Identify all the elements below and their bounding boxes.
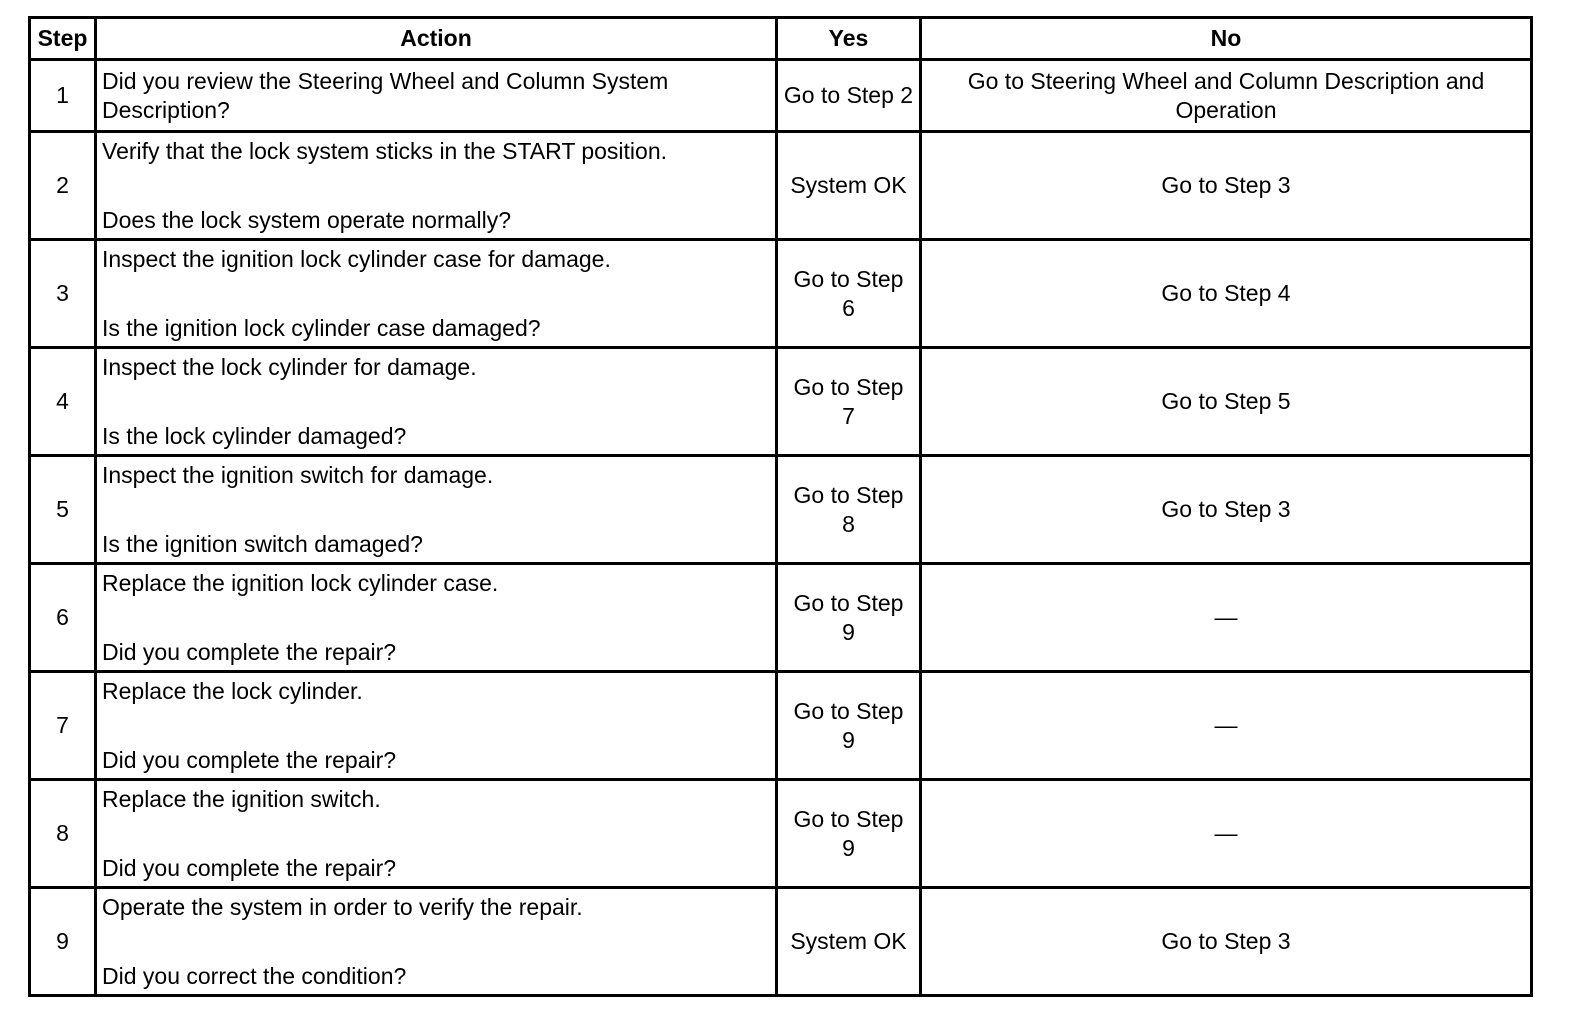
no-cell: Go to Step 4 (921, 240, 1532, 348)
step-number: 5 (30, 456, 96, 564)
action-question: Is the ignition switch damaged? (102, 530, 423, 557)
yes-text: Go to Step 7 (793, 373, 904, 429)
yes-text: Go to Step 9 (793, 697, 904, 753)
action-instruction: Inspect the ignition switch for damage. (102, 461, 494, 488)
action-instruction: Replace the ignition switch. (102, 785, 381, 812)
action-question: Did you complete the repair? (102, 746, 397, 773)
header-yes: Yes (777, 18, 921, 60)
no-cell: Go to Step 3 (921, 456, 1532, 564)
step-number: 4 (30, 348, 96, 456)
yes-cell: Go to Step 2 (777, 60, 921, 132)
action-cell (96, 888, 777, 996)
no-cell: Go to Step 3 (921, 888, 1532, 996)
step-number: 6 (30, 564, 96, 672)
action-cell (96, 132, 777, 240)
header-no: No (921, 18, 1532, 60)
yes-text: Go to Step 6 (793, 265, 904, 321)
yes-cell (777, 672, 921, 780)
no-cell: — (921, 672, 1532, 780)
action-question: Does the lock system operate normally? (102, 206, 512, 233)
action-question: Is the ignition lock cylinder case damaged? (102, 314, 541, 341)
no-cell: — (921, 564, 1532, 672)
action-question: Is the lock cylinder damaged? (102, 422, 407, 449)
table-row (30, 348, 1532, 456)
action-cell (96, 240, 777, 348)
header-action: Action (96, 18, 777, 60)
action-question: Did you complete the repair? (102, 638, 397, 665)
yes-text: Go to Step 9 (793, 589, 904, 645)
yes-cell (777, 780, 921, 888)
yes-cell (777, 456, 921, 564)
step-number: 7 (30, 672, 96, 780)
action-cell (96, 456, 777, 564)
action-instruction: Verify that the lock system sticks in the START position. (102, 137, 668, 164)
yes-text: Go to Step 9 (793, 805, 904, 861)
header-row (30, 18, 1532, 60)
no-cell: — (921, 780, 1532, 888)
step-number: 3 (30, 240, 96, 348)
table-row (30, 780, 1532, 888)
action-question: Did you complete the repair? (102, 854, 397, 881)
header-step: Step (30, 18, 96, 60)
yes-cell (777, 348, 921, 456)
action-question: Did you correct the condition? (102, 962, 407, 989)
action-cell (96, 348, 777, 456)
table-row (30, 240, 1532, 348)
yes-cell: System OK (777, 888, 921, 996)
step-number: 8 (30, 780, 96, 888)
action-cell (96, 780, 777, 888)
action-instruction: Operate the system in order to verify the repair. (102, 893, 583, 920)
table-row (30, 456, 1532, 564)
action-cell (96, 672, 777, 780)
action-question: Did you review the Steering Wheel and Column System Description? (102, 67, 669, 123)
no-cell: Go to Steering Wheel and Column Description and Operation (921, 60, 1532, 132)
table-row (30, 888, 1532, 996)
table-row (30, 60, 1532, 132)
step-number: 9 (30, 888, 96, 996)
yes-text: Go to Step 8 (793, 481, 904, 537)
yes-cell (777, 240, 921, 348)
action-instruction: Inspect the ignition lock cylinder case for damage. (102, 245, 611, 272)
no-cell: Go to Step 5 (921, 348, 1532, 456)
action-cell (96, 564, 777, 672)
action-cell (96, 60, 777, 132)
step-number: 1 (30, 60, 96, 132)
action-instruction: Replace the lock cylinder. (102, 677, 363, 704)
action-instruction: Inspect the lock cylinder for damage. (102, 353, 477, 380)
diagnostic-table (28, 16, 1533, 997)
action-instruction: Replace the ignition lock cylinder case. (102, 569, 499, 596)
step-number: 2 (30, 132, 96, 240)
no-cell: Go to Step 3 (921, 132, 1532, 240)
yes-cell (777, 564, 921, 672)
yes-cell: System OK (777, 132, 921, 240)
table-row (30, 672, 1532, 780)
table-row (30, 132, 1532, 240)
table-row (30, 564, 1532, 672)
